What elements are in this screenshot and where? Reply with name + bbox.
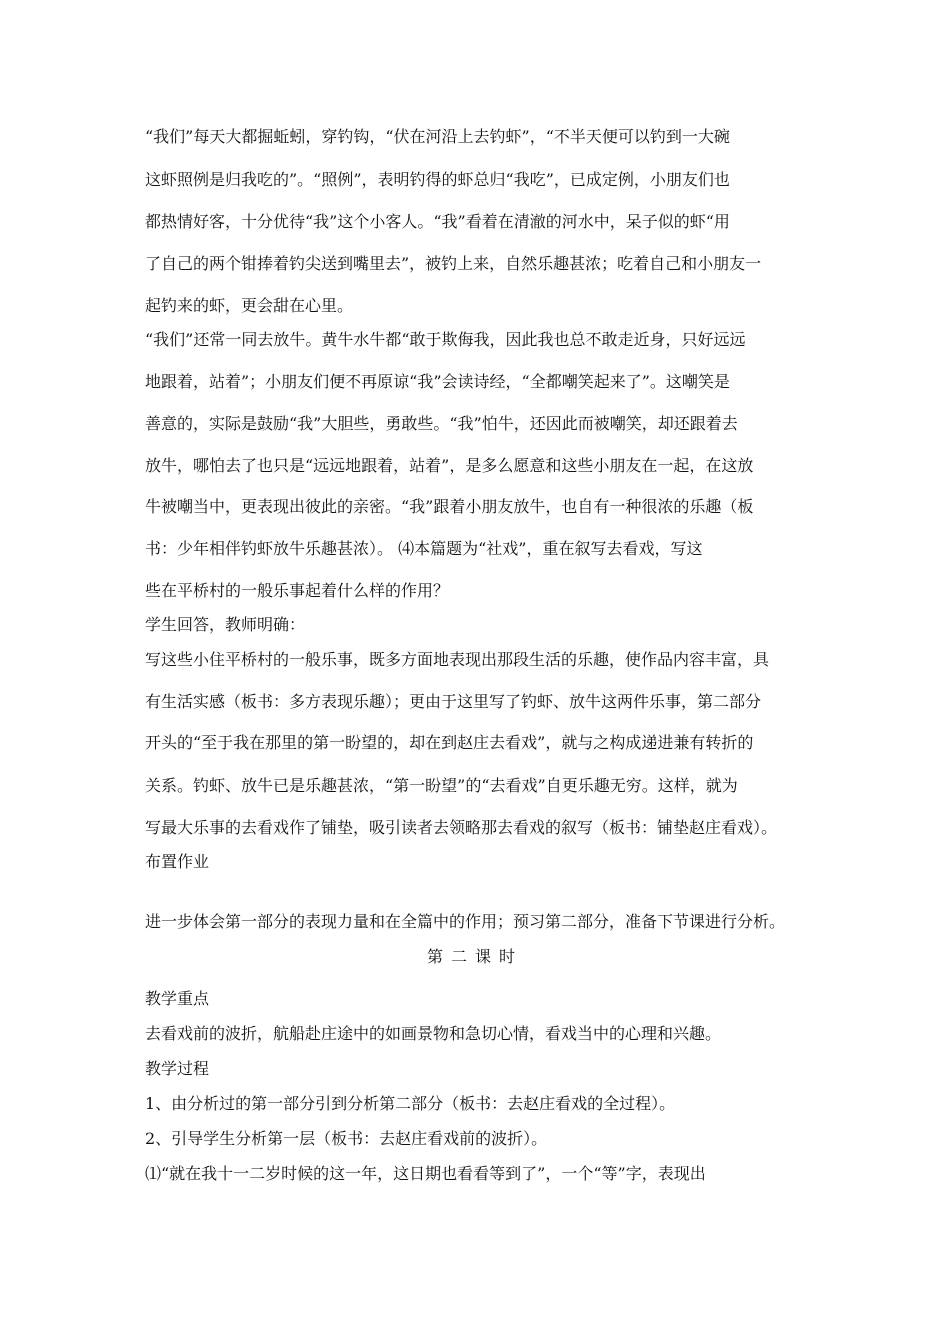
- paragraph-line: ⑴“就在我十一二岁时候的这一年，这日期也看看等到了”，一个“等”字，表现出: [145, 1164, 706, 1183]
- paragraph-line: 这虾照例是归我吃的”。“照例”，表明钓得的虾总归“我吃”，已成定例，小朋友们也: [145, 170, 730, 189]
- paragraph-line: 进一步体会第一部分的表现力量和在全篇中的作用；预习第二部分，准备下节课进行分析。: [145, 912, 786, 931]
- paragraph-line: 牛被嘲当中，更表现出彼此的亲密。“我”跟着小朋友放牛，也自有一种很浓的乐趣（板: [145, 497, 754, 516]
- paragraph-line: 2、引导学生分析第一层（板书：去赵庄看戏前的波折）。: [145, 1129, 548, 1148]
- paragraph-line: 都热情好客，十分优待“我”这个小客人。“我”看着在清澈的河水中，呆子似的虾“用: [145, 212, 730, 231]
- paragraph-line: 写这些小住平桥村的一般乐事，既多方面地表现出那段生活的乐趣，使作品内容丰富，具: [145, 650, 770, 669]
- paragraph-line: 些在平桥村的一般乐事起着什么样的作用？: [145, 581, 450, 600]
- paragraph-line: 关系。钓虾、放牛已是乐趣甚浓，“第一盼望”的“去看戏”自更乐趣无穷。这样，就为: [145, 776, 738, 795]
- paragraph-line: 善意的，实际是鼓励“我”大胆些，勇敢些。“我”怕牛，还因此而被嘲笑，却还跟着去: [145, 414, 738, 433]
- paragraph-line: 起钓来的虾，更会甜在心里。: [145, 296, 354, 315]
- paragraph-line: “我们”还常一同去放牛。黄牛水牛都“敢于欺侮我，因此我也总不敢走近身，只好远远: [145, 330, 746, 349]
- section-heading: 教学过程: [145, 1059, 210, 1078]
- paragraph-line: 地跟着，站着”；小朋友们便不再原谅“我”会读诗经，“全都嘲笑起来了”。这嘲笑是: [145, 372, 730, 391]
- paragraph-line: 写最大乐事的去看戏作了铺垫，吸引读者去领略那去看戏的叙写（板书：铺垫赵庄看戏）。: [145, 818, 778, 837]
- section-heading: 布置作业: [145, 852, 210, 871]
- paragraph-line: 去看戏前的波折，航船赴庄途中的如画景物和急切心情，看戏当中的心理和兴趣。: [145, 1024, 722, 1043]
- paragraph-line: “我们”每天大都掘蚯蚓，穿钓钩，“伏在河沿上去钓虾”，“不半天便可以钓到一大碗: [145, 127, 730, 146]
- paragraph-line: 有生活实感（板书：多方表现乐趣）；更由于这里写了钓虾、放牛这两件乐事，第二部分: [145, 692, 762, 711]
- paragraph-line: 书：少年相伴钓虾放牛乐趣甚浓）。 ⑷本篇题为“社戏”，重在叙写去看戏，写这: [145, 539, 703, 558]
- paragraph-line: 放牛，哪怕去了也只是“远远地跟着，站着”，是多么愿意和这些小朋友在一起，在这放: [145, 456, 754, 475]
- paragraph-line: 开头的“至于我在那里的第一盼望的，却在到赵庄去看戏”，就与之构成递进兼有转折的: [145, 733, 754, 752]
- paragraph-line: 了自己的两个钳捧着钓尖送到嘴里去”，被钓上来，自然乐趣甚浓；吃着自己和小朋友一: [145, 254, 762, 273]
- paragraph-line: 学生回答，教师明确：: [145, 615, 306, 634]
- lesson-title: 第二课时: [426, 947, 523, 966]
- section-heading: 教学重点: [145, 989, 210, 1008]
- paragraph-line: 1、由分析过的第一部分引到分析第二部分（板书：去赵庄看戏的全过程）。: [145, 1094, 676, 1113]
